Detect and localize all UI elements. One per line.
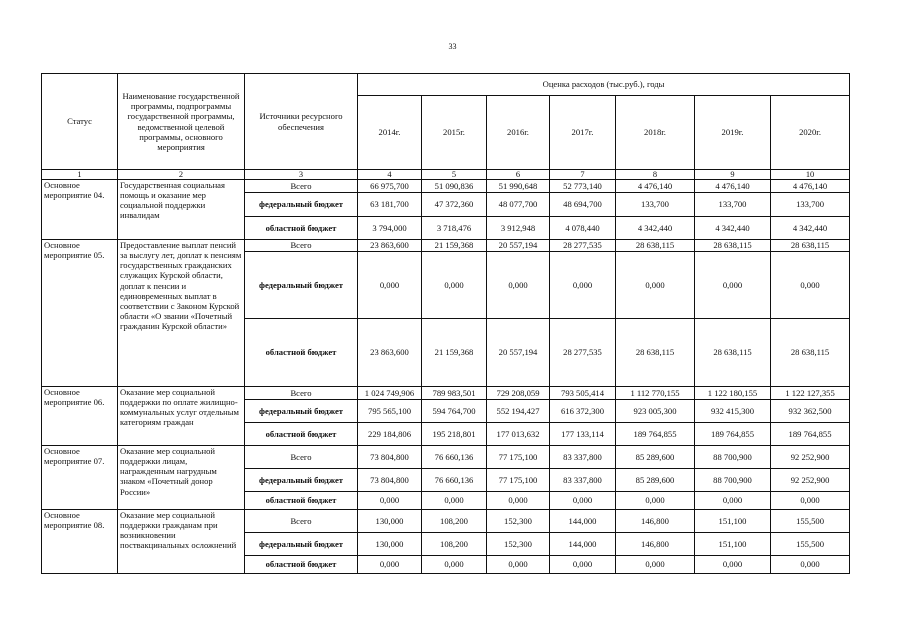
amount-cell: 28 638,115 (771, 240, 850, 252)
amount-cell: 92 252,900 (771, 469, 850, 492)
amount-cell: 48 694,700 (550, 193, 616, 217)
amount-cell: 789 983,501 (422, 387, 487, 400)
amount-cell: 4 342,440 (771, 217, 850, 240)
amount-cell: 48 077,700 (487, 193, 550, 217)
funding-source: федеральный бюджет (245, 400, 358, 423)
amount-cell: 133,700 (771, 193, 850, 217)
amount-cell: 76 660,136 (422, 446, 487, 469)
amount-cell: 144,000 (550, 510, 616, 533)
funding-source: федеральный бюджет (245, 193, 358, 217)
column-number: 6 (487, 170, 550, 180)
funding-source: федеральный бюджет (245, 252, 358, 319)
amount-cell: 47 372,360 (422, 193, 487, 217)
measure-name: Предоставление выплат пенсий за выслугу лет, доплат к пенсиям государственных гражданских служащих Курской области, доплат к пенсии и единовременных выплат в соответствии с Законом Курской области «О звании «Почетный гражданин Курской области» (118, 240, 245, 387)
amount-cell: 4 476,140 (616, 180, 695, 193)
amount-cell: 77 175,100 (487, 469, 550, 492)
amount-cell: 77 175,100 (487, 446, 550, 469)
amount-cell: 0,000 (550, 252, 616, 319)
amount-cell: 0,000 (695, 556, 771, 574)
amount-cell: 133,700 (695, 193, 771, 217)
page-number: 33 (448, 42, 457, 51)
amount-cell: 23 863,600 (358, 240, 422, 252)
amount-cell: 195 218,801 (422, 423, 487, 446)
budget-table (41, 73, 850, 574)
amount-cell: 793 505,414 (550, 387, 616, 400)
column-number: 4 (358, 170, 422, 180)
amount-cell: 4 342,440 (695, 217, 771, 240)
amount-cell: 52 773,140 (550, 180, 616, 193)
amount-cell: 0,000 (771, 492, 850, 510)
amount-cell: 0,000 (616, 492, 695, 510)
header-sources: Источники ресурсного обеспечения (245, 74, 358, 170)
amount-cell: 0,000 (358, 252, 422, 319)
measure-name: Оказание мер социальной поддержки гражданам при возникновении поствакцинальных осложнений (118, 510, 245, 574)
amount-cell: 0,000 (771, 556, 850, 574)
column-number: 1 (42, 170, 118, 180)
amount-cell: 155,500 (771, 510, 850, 533)
header-year: 2014г. (358, 96, 422, 170)
header-estimate: Оценка расходов (тыс.руб.), годы (358, 74, 850, 96)
amount-cell: 594 764,700 (422, 400, 487, 423)
measure-status: Основное мероприятие 06. (42, 387, 118, 446)
amount-cell: 729 208,059 (487, 387, 550, 400)
amount-cell: 151,100 (695, 533, 771, 556)
amount-cell: 0,000 (550, 492, 616, 510)
funding-source: областной бюджет (245, 423, 358, 446)
amount-cell: 88 700,900 (695, 446, 771, 469)
amount-cell: 932 362,500 (771, 400, 850, 423)
funding-source: областной бюджет (245, 217, 358, 240)
table-row (42, 387, 850, 400)
amount-cell: 155,500 (771, 533, 850, 556)
amount-cell: 28 638,115 (695, 240, 771, 252)
amount-cell: 130,000 (358, 533, 422, 556)
column-number: 5 (422, 170, 487, 180)
amount-cell: 146,800 (616, 510, 695, 533)
amount-cell: 21 159,368 (422, 319, 487, 387)
amount-cell: 28 638,115 (771, 319, 850, 387)
amount-cell: 73 804,800 (358, 446, 422, 469)
amount-cell: 0,000 (487, 492, 550, 510)
column-number: 3 (245, 170, 358, 180)
amount-cell: 23 863,600 (358, 319, 422, 387)
funding-source: Всего (245, 510, 358, 533)
header-year: 2018г. (616, 96, 695, 170)
funding-source: Всего (245, 240, 358, 252)
header-year: 2017г. (550, 96, 616, 170)
amount-cell: 4 476,140 (771, 180, 850, 193)
column-number: 10 (771, 170, 850, 180)
column-number: 7 (550, 170, 616, 180)
amount-cell: 83 337,800 (550, 469, 616, 492)
amount-cell: 616 372,300 (550, 400, 616, 423)
amount-cell: 28 277,535 (550, 319, 616, 387)
amount-cell: 92 252,900 (771, 446, 850, 469)
amount-cell: 0,000 (422, 556, 487, 574)
measure-status: Основное мероприятие 08. (42, 510, 118, 574)
measure-name: Оказание мер социальной поддержки лицам, награжденным нагрудным знаком «Почетный донор России» (118, 446, 245, 510)
amount-cell: 1 122 127,355 (771, 387, 850, 400)
amount-cell: 66 975,700 (358, 180, 422, 193)
amount-cell: 130,000 (358, 510, 422, 533)
amount-cell: 152,300 (487, 510, 550, 533)
amount-cell: 795 565,100 (358, 400, 422, 423)
amount-cell: 108,200 (422, 533, 487, 556)
header-year: 2016г. (487, 96, 550, 170)
amount-cell: 76 660,136 (422, 469, 487, 492)
amount-cell: 3 718,476 (422, 217, 487, 240)
amount-cell: 177 133,114 (550, 423, 616, 446)
table-row (42, 240, 850, 252)
amount-cell: 3 912,948 (487, 217, 550, 240)
amount-cell: 28 638,115 (616, 240, 695, 252)
amount-cell: 4 078,440 (550, 217, 616, 240)
amount-cell: 63 181,700 (358, 193, 422, 217)
funding-source: областной бюджет (245, 319, 358, 387)
amount-cell: 85 289,600 (616, 469, 695, 492)
funding-source: областной бюджет (245, 492, 358, 510)
amount-cell: 0,000 (695, 252, 771, 319)
amount-cell: 552 194,427 (487, 400, 550, 423)
measure-name: Оказание мер социальной поддержки по оплате жилищно-коммунальных услуг отдельным категориям граждан (118, 387, 245, 446)
amount-cell: 108,200 (422, 510, 487, 533)
amount-cell: 144,000 (550, 533, 616, 556)
header-year: 2020г. (771, 96, 850, 170)
amount-cell: 0,000 (358, 492, 422, 510)
amount-cell: 28 638,115 (695, 319, 771, 387)
measure-status: Основное мероприятие 07. (42, 446, 118, 510)
amount-cell: 0,000 (616, 556, 695, 574)
amount-cell: 152,300 (487, 533, 550, 556)
table-row (42, 180, 850, 193)
amount-cell: 28 638,115 (616, 319, 695, 387)
funding-source: областной бюджет (245, 556, 358, 574)
amount-cell: 0,000 (358, 556, 422, 574)
amount-cell: 21 159,368 (422, 240, 487, 252)
amount-cell: 1 112 770,155 (616, 387, 695, 400)
amount-cell: 133,700 (616, 193, 695, 217)
budget-body (42, 180, 850, 574)
amount-cell: 0,000 (487, 556, 550, 574)
amount-cell: 0,000 (771, 252, 850, 319)
header-status: Статус (42, 74, 118, 170)
table-row (42, 446, 850, 469)
amount-cell: 88 700,900 (695, 469, 771, 492)
amount-cell: 177 013,632 (487, 423, 550, 446)
column-number: 9 (695, 170, 771, 180)
amount-cell: 189 764,855 (616, 423, 695, 446)
header-name: Наименование государственной программы, подпрограммы государственной программы, ведомственной целевой программы, основного мероприятия (118, 74, 245, 170)
amount-cell: 3 794,000 (358, 217, 422, 240)
amount-cell: 0,000 (422, 252, 487, 319)
amount-cell: 51 090,836 (422, 180, 487, 193)
measure-name: Государственная социальная помощь и оказание мер социальной поддержки инвалидам (118, 180, 245, 240)
table-row (42, 510, 850, 533)
amount-cell: 73 804,800 (358, 469, 422, 492)
header-year: 2019г. (695, 96, 771, 170)
amount-cell: 4 342,440 (616, 217, 695, 240)
amount-cell: 85 289,600 (616, 446, 695, 469)
column-number: 8 (616, 170, 695, 180)
funding-source: федеральный бюджет (245, 533, 358, 556)
measure-status: Основное мероприятие 05. (42, 240, 118, 387)
amount-cell: 1 122 180,155 (695, 387, 771, 400)
amount-cell: 0,000 (487, 252, 550, 319)
amount-cell: 189 764,855 (695, 423, 771, 446)
amount-cell: 1 024 749,906 (358, 387, 422, 400)
amount-cell: 20 557,194 (487, 319, 550, 387)
amount-cell: 0,000 (695, 492, 771, 510)
amount-cell: 0,000 (550, 556, 616, 574)
amount-cell: 0,000 (616, 252, 695, 319)
amount-cell: 28 277,535 (550, 240, 616, 252)
amount-cell: 932 415,300 (695, 400, 771, 423)
amount-cell: 4 476,140 (695, 180, 771, 193)
amount-cell: 229 184,806 (358, 423, 422, 446)
amount-cell: 20 557,194 (487, 240, 550, 252)
amount-cell: 0,000 (422, 492, 487, 510)
amount-cell: 146,800 (616, 533, 695, 556)
amount-cell: 189 764,855 (771, 423, 850, 446)
funding-source: Всего (245, 180, 358, 193)
funding-source: Всего (245, 446, 358, 469)
amount-cell: 923 005,300 (616, 400, 695, 423)
header-year: 2015г. (422, 96, 487, 170)
funding-source: федеральный бюджет (245, 469, 358, 492)
amount-cell: 151,100 (695, 510, 771, 533)
column-number: 2 (118, 170, 245, 180)
measure-status: Основное мероприятие 04. (42, 180, 118, 240)
amount-cell: 51 990,648 (487, 180, 550, 193)
amount-cell: 83 337,800 (550, 446, 616, 469)
funding-source: Всего (245, 387, 358, 400)
